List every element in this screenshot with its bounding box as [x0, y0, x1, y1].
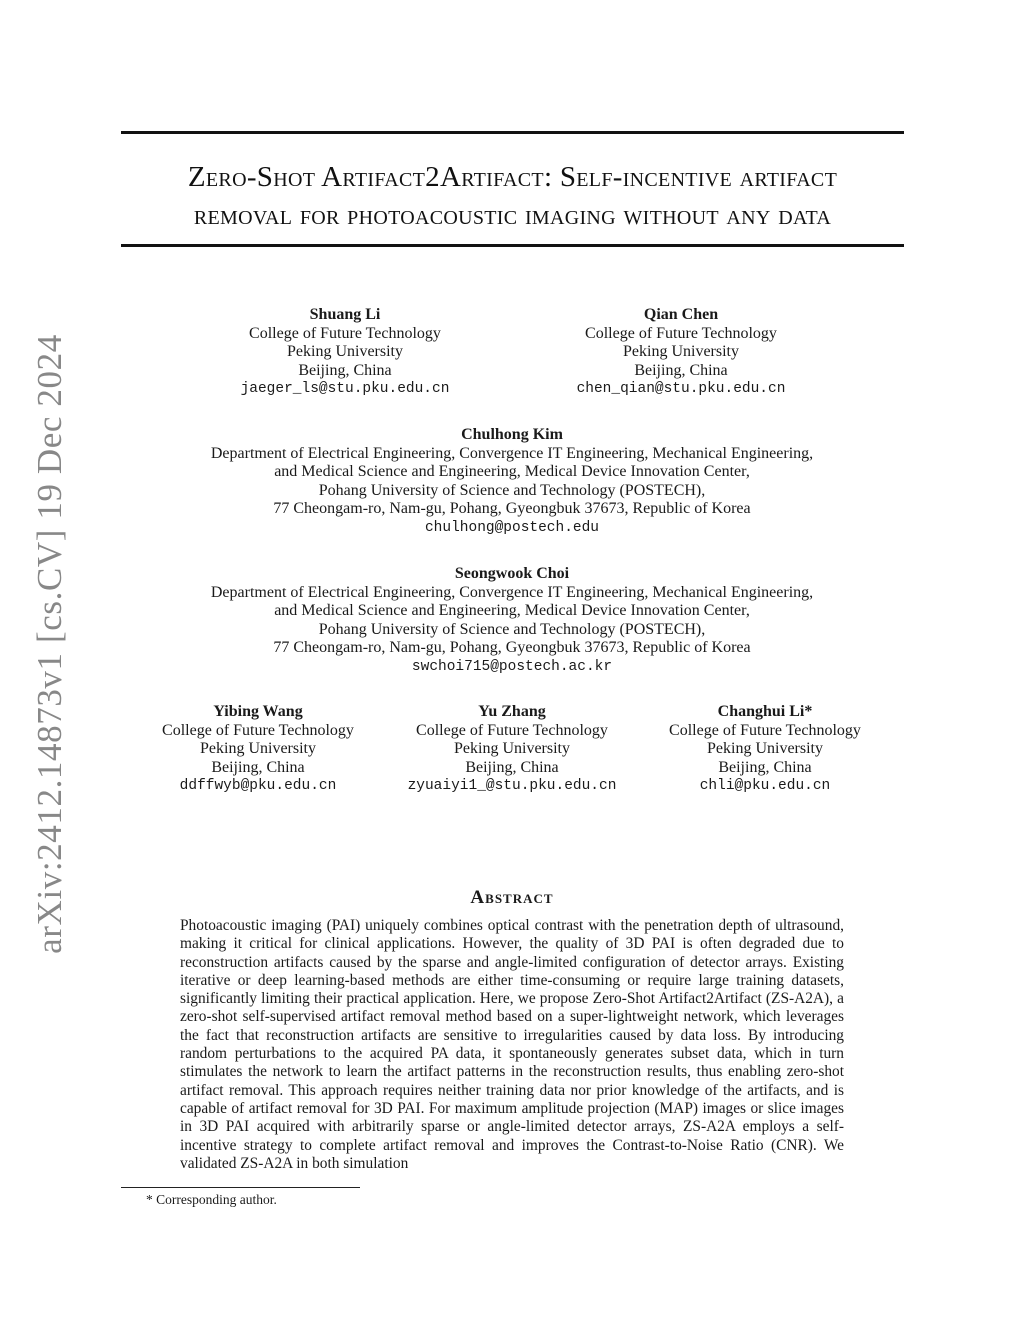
footnote-rule	[121, 1187, 360, 1188]
paper-title	[121, 158, 904, 234]
author-block	[387, 703, 637, 796]
author-name: Yibing Wang	[213, 703, 303, 720]
abstract-heading: Abstract	[470, 887, 554, 908]
author-email: chen_qian@stu.pku.edu.cn	[576, 381, 786, 397]
author-name: Chulhong Kim	[461, 426, 563, 443]
author-block	[150, 426, 874, 537]
author-affiliation: and Medical Science and Engineering, Medical Device Innovation Center,	[274, 463, 750, 480]
author-block	[640, 703, 890, 796]
arxiv-identifier: arXiv:2412.14873v1 [cs.CV] 19 Dec 2024	[30, 334, 69, 954]
author-block	[195, 306, 495, 399]
author-name: Yu Zhang	[478, 703, 546, 720]
title-top-rule	[121, 131, 904, 134]
author-affiliation: and Medical Science and Engineering, Medical Device Innovation Center,	[274, 602, 750, 619]
author-affiliation: Peking University	[623, 343, 739, 360]
author-affiliation: Pohang University of Science and Technology (POSTECH),	[318, 481, 706, 499]
author-affiliation: College of Future Technology	[585, 324, 777, 342]
author-affiliation: Peking University	[454, 740, 570, 757]
author-block	[150, 565, 874, 676]
author-affiliation: 77 Cheongam-ro, Nam-gu, Pohang, Gyeongbuk 37673, Republic of Korea	[273, 500, 751, 517]
author-name: Changhui Li*	[717, 703, 813, 720]
author-name: Shuang Li	[309, 306, 381, 323]
author-affiliation: 77 Cheongam-ro, Nam-gu, Pohang, Gyeongbuk 37673, Republic of Korea	[273, 639, 751, 656]
author-affiliation: Beijing, China	[634, 361, 728, 379]
title-bottom-rule	[121, 244, 904, 247]
author-email: zyuaiyi1_@stu.pku.edu.cn	[407, 778, 617, 794]
author-affiliation: College of Future Technology	[669, 721, 861, 739]
author-block	[133, 703, 383, 796]
author-affiliation: Beijing, China	[465, 758, 559, 776]
author-email: ddffwyb@pku.edu.cn	[179, 778, 337, 794]
author-affiliation: Peking University	[200, 740, 316, 757]
author-name: Seongwook Choi	[454, 565, 570, 582]
abstract-text: Photoacoustic imaging (PAI) uniquely combines optical contrast with the penetration depth of ultrasound, making it critical for clinical applications. However, the quality of 3D PAI is often degraded due to reconstruction artifacts caused by the sparse and angle-limited configuration of detector arrays. Existing iterative or deep learning-based methods are either time-consuming or require large training datasets, significantly limiting their practical application. Here, we propose Zero-Shot Artifact2Artifact (ZS-A2A), a zero-shot self-supervised artifact removal method based on a super-lightweight network, which leverages the fact that reconstruction artifacts are sensitive to irregularities caused by data loss. By introducing random perturbations to the acquired PA data, it spontaneously generates subset data, which in turn stimulates the network to learn the artifact patterns in the reconstruction results, thus enabling zero-shot artifact removal. This approach requires neither training data nor prior knowledge of the artifacts, and is capable of artifact removal for 3D PAI. For maximum amplitude projection (MAP) images or slice images in 3D PAI acquired with arbitrarily sparse or angle-limited detector arrays, ZS-A2A employs a self-incentive strategy to complete artifact removal and improves the Contrast-to-Noise Ratio (CNR). We validated ZS-A2A in both simulation	[180, 917, 844, 1172]
footnote: * Corresponding author.	[146, 1192, 277, 1207]
author-email: chulhong@postech.edu	[424, 519, 600, 536]
author-block	[531, 306, 831, 399]
author-name: Qian Chen	[643, 306, 719, 323]
author-affiliation: College of Future Technology	[249, 324, 441, 342]
author-affiliation: College of Future Technology	[416, 721, 608, 739]
author-affiliation: Beijing, China	[718, 758, 812, 776]
author-affiliation: Beijing, China	[298, 361, 392, 379]
author-affiliation: Beijing, China	[211, 758, 305, 776]
author-affiliation: Department of Electrical Engineering, Convergence IT Engineering, Mechanical Engineering,	[210, 583, 814, 601]
arxiv-stamp-container	[30, 334, 70, 954]
author-email: jaeger_ls@stu.pku.edu.cn	[240, 381, 450, 397]
author-affiliation: Peking University	[707, 740, 823, 757]
author-affiliation: Department of Electrical Engineering, Convergence IT Engineering, Mechanical Engineering,	[210, 444, 814, 462]
author-email: swchoi715@postech.ac.kr	[411, 658, 613, 675]
author-email: chli@pku.edu.cn	[699, 778, 831, 794]
title-line-2: removal for photoacoustic imaging without any data	[193, 199, 832, 231]
author-affiliation: College of Future Technology	[162, 721, 354, 739]
author-affiliation: Pohang University of Science and Technology (POSTECH),	[318, 620, 706, 638]
author-affiliation: Peking University	[287, 343, 403, 360]
title-line-1: Zero-Shot Artifact2Artifact: Self-incentive artifact	[187, 161, 838, 193]
